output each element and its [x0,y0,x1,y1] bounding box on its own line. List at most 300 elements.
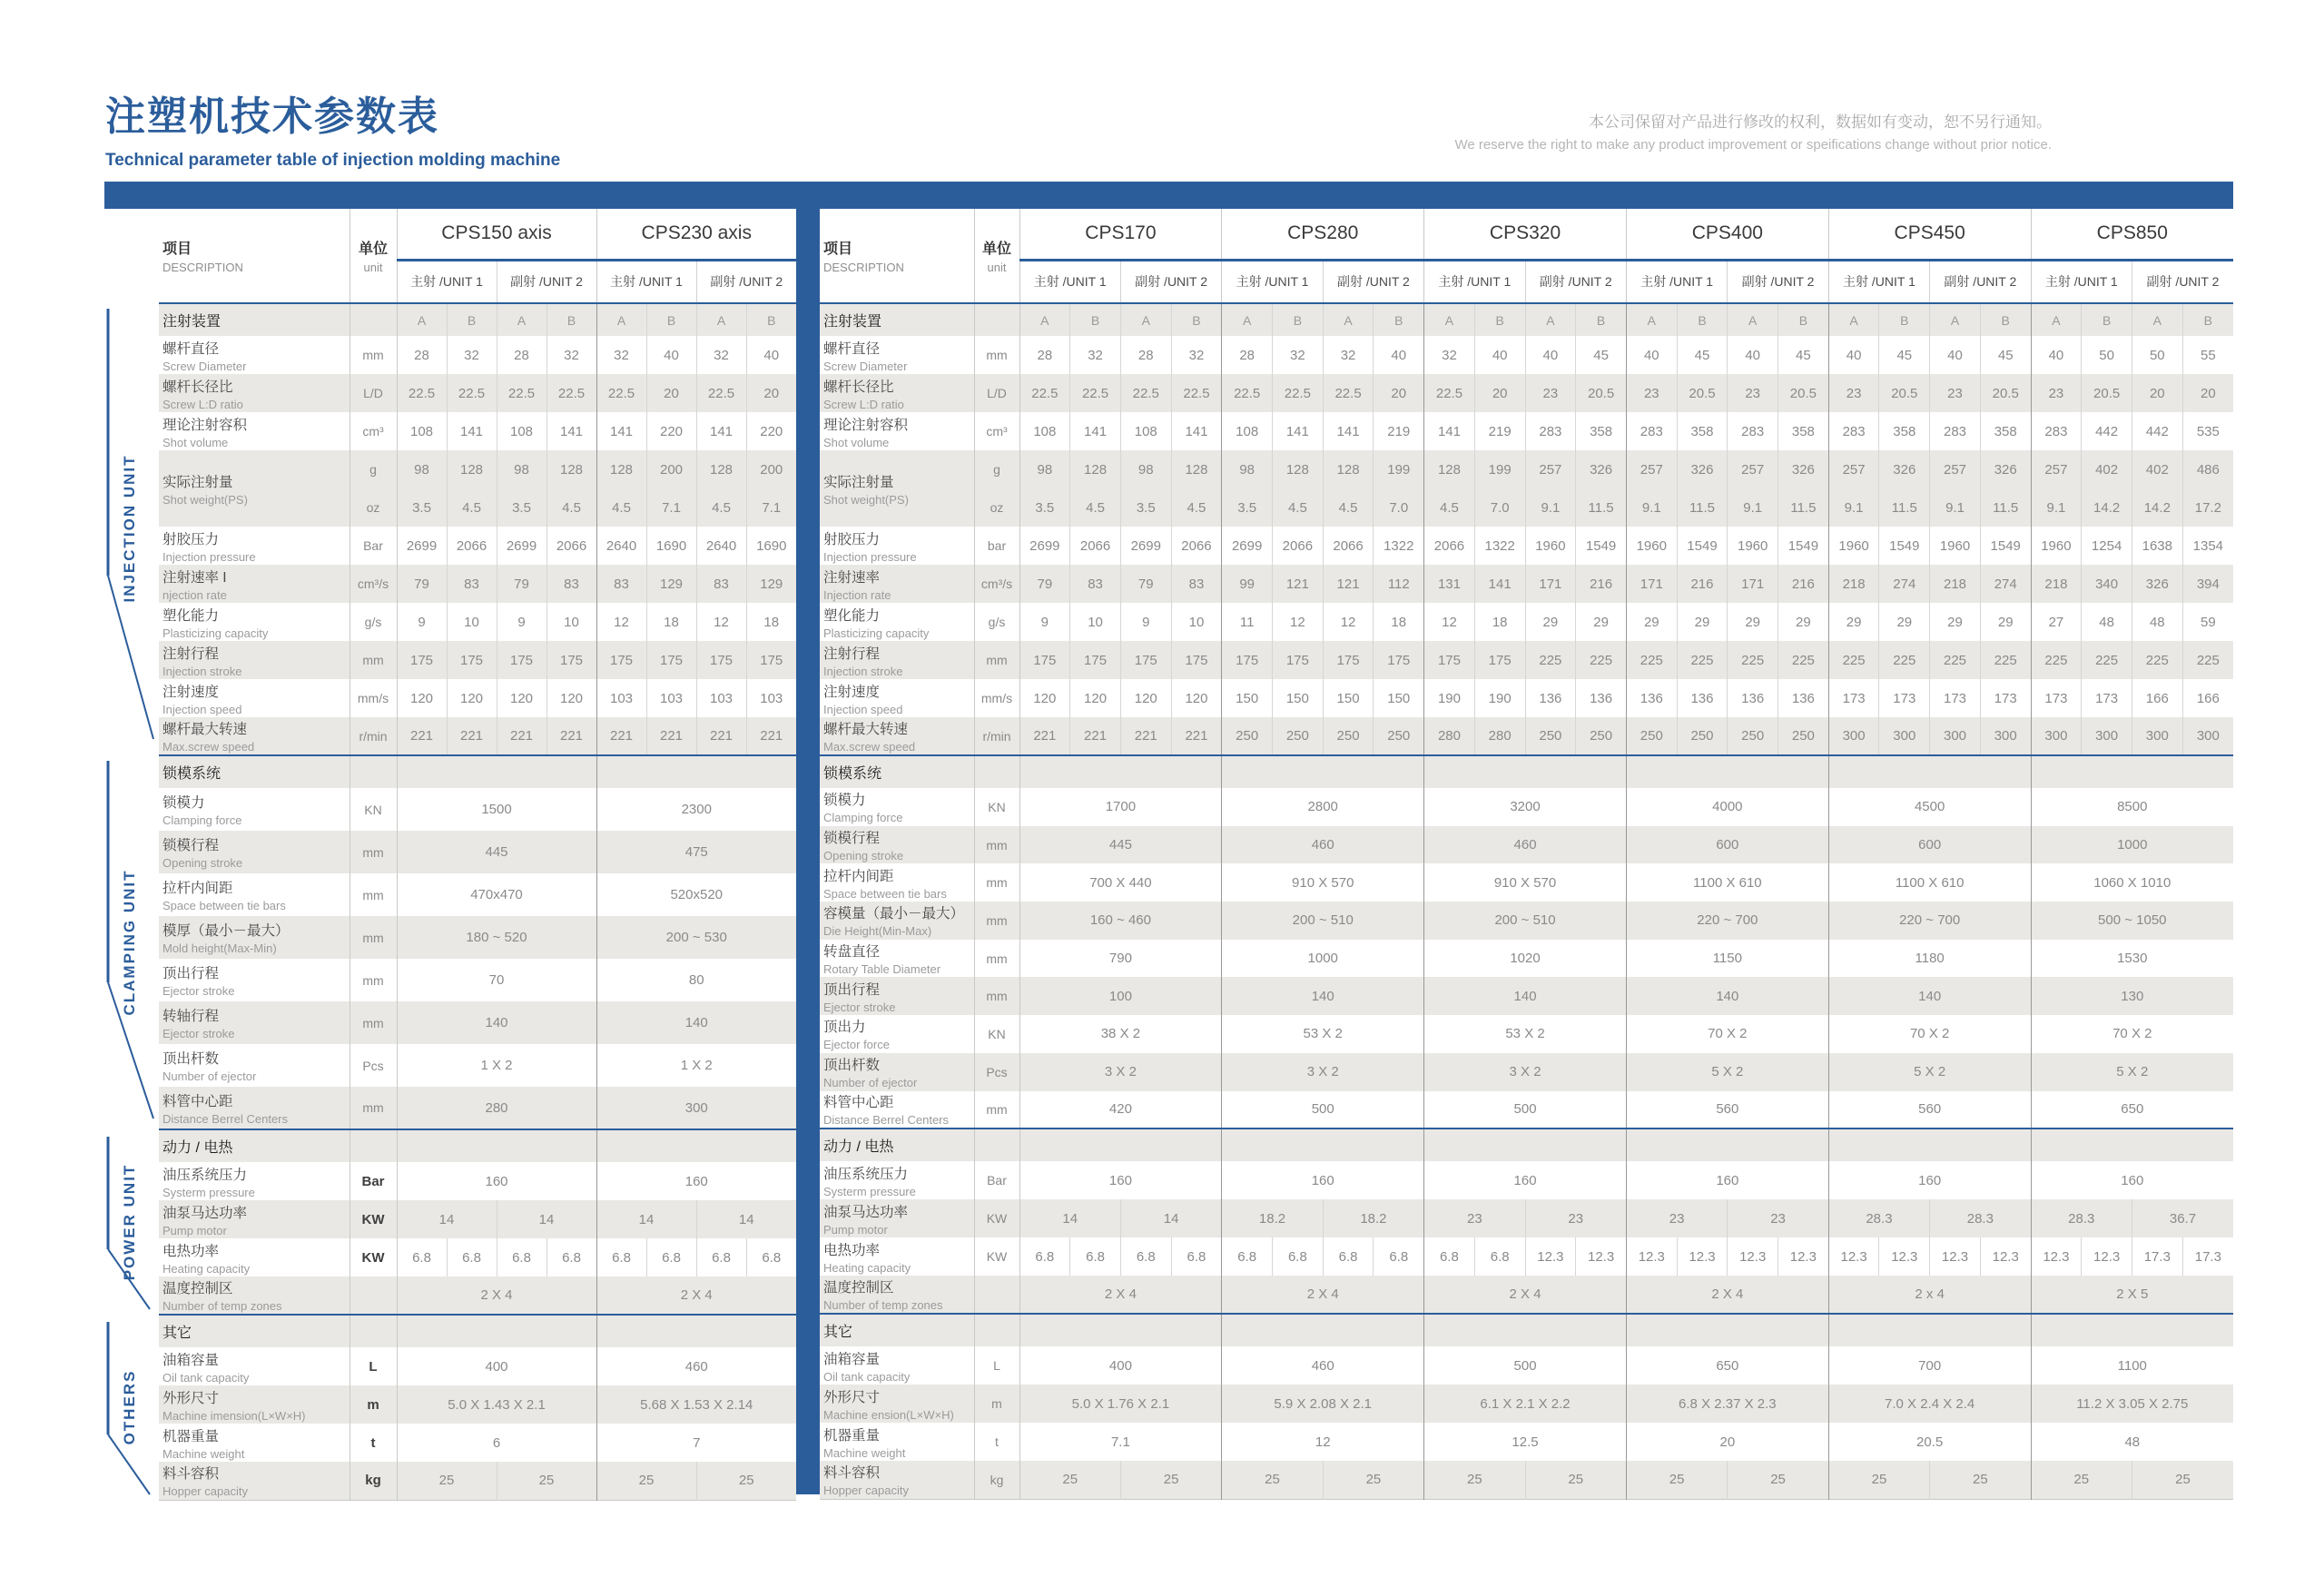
value-cell: 326 [1778,450,1829,488]
value-cell: 29 [1828,603,1879,641]
unit-header [350,209,397,303]
value-cell: 50 [2132,336,2182,374]
value-cell: 283 [1525,412,1576,450]
section-header-row [820,1314,2233,1346]
label-en: Pump motor [162,1223,227,1237]
section-unit-cell [350,303,397,336]
param-row [159,831,796,873]
value-cell: 171 [1728,565,1778,603]
section-title: 注射装置 [162,314,222,330]
value-cell: 14 [497,1200,596,1238]
section-unit-cell [350,755,397,788]
value-cell: 40 [1728,336,1778,374]
value-cell: 221 [746,717,796,755]
param-row [159,565,796,603]
value-cell: 53 X 2 [1424,1015,1627,1053]
value-cell: 23 [1626,1199,1727,1237]
param-unit [350,1276,397,1315]
value-cell: 120 [1171,679,1222,717]
spec-table-right [820,209,2233,1500]
param-label [820,1199,974,1237]
ab-header-cell: A [1222,303,1273,336]
value-cell: 128 [1273,450,1324,488]
label-zh: 油泵马达功率 [162,1205,248,1221]
value-cell: 45 [1879,336,1930,374]
label-en: Shot volume [162,435,229,449]
label-en: Plasticizing capacity [162,626,269,640]
value-cell: 98 [1222,450,1273,488]
value-cell: 500 [1424,1091,1627,1129]
value-cell: 175 [596,641,646,679]
section-title: 锁模系统 [823,766,882,782]
value-cell: 22.5 [1424,374,1475,412]
unit2-header: 副射 /UNIT 2 [1120,260,1221,303]
label-en: Number of temp zones [162,1299,282,1313]
value-cell: 45 [1677,336,1728,374]
param-unit: oz [974,488,1019,527]
ab-header-cell: A [497,303,547,336]
value-cell: 171 [1626,565,1677,603]
machine-name: CPS170 [1019,209,1222,260]
value-cell: 3 X 2 [1424,1053,1627,1091]
value-cell: 257 [2031,450,2082,488]
param-subrow [820,488,2233,527]
disclaimer [1180,111,2052,156]
param-unit: t [350,1424,397,1462]
value-cell: 173 [1828,679,1879,717]
param-row [820,788,2233,826]
value-cell: 25 [1930,1461,2031,1499]
value-cell: 25 [2132,1461,2233,1499]
ab-header-cell: B [1576,303,1627,336]
value-cell: 4.5 [1273,488,1324,527]
value-cell: 445 [1019,826,1222,864]
label-en: unit [987,261,1007,274]
value-cell: 2 X 4 [596,1276,796,1315]
value-cell: 45 [1778,336,1829,374]
value-cell: 280 [1474,717,1525,755]
value-cell: 55 [2182,336,2233,374]
param-unit: mm [974,977,1019,1015]
label-zh: 料管中心距 [823,1095,894,1111]
section-unit-cell [350,1129,397,1162]
value-cell: 6.8 [1273,1237,1324,1276]
value-cell: 216 [1778,565,1829,603]
param-label [159,374,350,412]
param-row [159,788,796,831]
value-cell: 23 [1525,374,1576,412]
value-cell: 36.7 [2132,1199,2233,1237]
value-cell: 12.3 [1525,1237,1576,1276]
section-spacer-cell [1626,1314,1828,1346]
section-spacer-cell [2031,1314,2233,1346]
section-unit-cell [350,1315,397,1347]
label-en: Hopper capacity [823,1483,909,1498]
value-cell: 79 [397,565,447,603]
value-cell: 3.5 [497,488,547,527]
param-unit: KN [974,788,1019,826]
value-cell: 128 [596,450,646,488]
value-cell: 445 [397,831,596,873]
value-cell: 300 [596,1087,796,1129]
value-cell: 128 [1070,450,1121,488]
value-cell: 560 [1828,1091,2031,1129]
value-cell: 12.3 [1879,1237,1930,1276]
value-cell: 175 [1424,641,1475,679]
machine-name: CPS280 [1222,209,1424,260]
value-cell: 6.8 [1374,1237,1424,1276]
label-zh: 机器重量 [823,1427,881,1444]
value-cell: 175 [547,641,596,679]
value-cell: 175 [1019,641,1070,679]
label-zh: 顶出力 [823,1020,866,1036]
value-cell: 220 [646,412,696,450]
value-cell: 6.8 [1424,1237,1475,1276]
value-cell: 420 [1019,1091,1222,1129]
value-cell: 520x520 [596,873,796,916]
value-cell: 216 [1677,565,1728,603]
page-subtitle: Technical parameter table of injection molding machine [105,151,561,170]
value-cell: 23 [1424,1199,1525,1237]
param-label [159,1087,350,1129]
value-cell: 1150 [1626,940,1828,978]
value-cell: 22.5 [1171,374,1222,412]
param-unit: L/D [974,374,1019,412]
unit1-header: 主射 /UNIT 1 [397,260,497,303]
param-row [820,1346,2233,1385]
value-cell: 250 [1778,717,1829,755]
value-cell: 9 [397,603,447,641]
value-cell: 29 [1525,603,1576,641]
label-en: Space between tie bars [823,886,947,901]
value-cell: 1530 [2031,940,2233,978]
value-cell: 28 [397,336,447,374]
value-cell: 141 [1070,412,1121,450]
label-zh: 顶出杆数 [162,1051,220,1067]
value-cell: 12.3 [1626,1237,1677,1276]
unit1-header: 主射 /UNIT 1 [1626,260,1727,303]
section-title: 其它 [162,1326,192,1341]
value-cell: 4.5 [1424,488,1475,527]
value-cell: 25 [2031,1461,2132,1499]
value-cell: 3200 [1424,788,1627,826]
unit1-header: 主射 /UNIT 1 [596,260,696,303]
value-cell: 219 [1474,412,1525,450]
section-0 [159,303,796,755]
value-cell: 140 [1424,977,1627,1015]
param-label [820,1346,974,1385]
param-row [159,450,796,488]
value-cell: 6 [397,1424,596,1462]
value-cell: 486 [2182,450,2233,488]
section-2 [820,1129,2233,1314]
value-cell: 27 [2031,603,2082,641]
param-label [159,641,350,679]
value-cell: 6.8 [1070,1237,1121,1276]
param-row [820,902,2233,940]
value-cell: 180 ~ 520 [397,916,596,959]
value-cell: 1 X 2 [596,1044,796,1087]
value-cell: 225 [1778,641,1829,679]
value-cell: 83 [696,565,746,603]
side-label-clamping-unit: CLAMPING UNIT [121,869,138,1016]
value-cell: 9.1 [1930,488,1981,527]
value-cell: 225 [2031,641,2082,679]
label-zh: 实际注射量 [823,474,894,490]
value-cell: 10 [547,603,596,641]
unit2-header: 副射 /UNIT 2 [2132,260,2233,303]
value-cell: 2 x 4 [1828,1276,2031,1314]
value-cell: 40 [746,336,796,374]
param-label [159,959,350,1001]
value-cell: 200 ~ 510 [1222,902,1424,940]
section-spacer-cell [2031,1129,2233,1161]
param-label [159,1347,350,1385]
label-en: Injection speed [162,702,242,716]
ab-header-cell: A [596,303,646,336]
param-label [820,1276,974,1314]
value-cell: 1322 [1474,527,1525,565]
value-cell: 20 [1626,1423,1828,1461]
value-cell: 108 [1019,412,1070,450]
value-cell: 20.5 [1980,374,2031,412]
label-en: Shot volume [823,435,890,449]
label-en: Screw Diameter [162,359,247,373]
unit2-header: 副射 /UNIT 2 [696,260,796,303]
value-cell: 1020 [1424,940,1627,978]
value-cell: 83 [1171,565,1222,603]
value-cell: 3.5 [1019,488,1070,527]
value-cell: 103 [696,679,746,717]
label-zh: 锁模行程 [162,838,220,853]
label-en: unit [363,261,383,274]
value-cell: 283 [1828,412,1879,450]
value-cell: 175 [1070,641,1121,679]
value-cell: 218 [1930,565,1981,603]
value-cell: 257 [1626,450,1677,488]
value-cell: 460 [1424,826,1627,864]
label-zh: 转盘直径 [823,944,881,961]
param-unit: Bar [350,1162,397,1200]
value-cell: 250 [1323,717,1374,755]
param-label [820,565,974,603]
label-zh: 油压系统压力 [162,1167,248,1183]
value-cell: 9 [497,603,547,641]
value-cell: 442 [2132,412,2182,450]
label-en: Injection stroke [162,664,242,678]
value-cell: 32 [547,336,596,374]
value-cell: 300 [2182,717,2233,755]
param-label [159,679,350,717]
param-label [159,1385,350,1424]
value-cell: 358 [1879,412,1930,450]
value-cell: 136 [1525,679,1576,717]
param-label [820,1161,974,1199]
value-cell: 2699 [1120,527,1171,565]
value-cell: 4.5 [1171,488,1222,527]
ab-header-cell: B [447,303,497,336]
label-en: Screw L:D ratio [162,397,243,411]
label-en: Systerm pressure [823,1184,916,1198]
value-cell: 128 [547,450,596,488]
param-row [159,959,796,1001]
value-cell: 7.1 [746,488,796,527]
value-cell: 83 [547,565,596,603]
value-cell: 12 [596,603,646,641]
section-title: 锁模系统 [162,766,222,782]
value-cell: 28 [1019,336,1070,374]
value-cell: 220 ~ 700 [1626,902,1828,940]
value-cell: 3.5 [397,488,447,527]
ab-header-cell: A [1525,303,1576,336]
param-unit: g [974,450,1019,488]
value-cell: 108 [1222,412,1273,450]
section-spacer-cell [1424,755,1627,788]
value-cell: 136 [1677,679,1728,717]
value-cell: 5.68 X 1.53 X 2.14 [596,1385,796,1424]
label-zh: 电热功率 [162,1243,220,1259]
value-cell: 23 [1828,374,1879,412]
param-label [159,1044,350,1087]
value-cell: 4.5 [696,488,746,527]
label-zh: 注射速率 I [162,569,227,586]
value-cell: 7.0 [1374,488,1424,527]
value-cell: 20 [1374,374,1424,412]
value-cell: 650 [2031,1091,2233,1129]
value-cell: 175 [1171,641,1222,679]
param-unit [974,1276,1019,1314]
value-cell: 6.8 [397,1238,447,1276]
value-cell: 1700 [1019,788,1222,826]
value-cell: 6.8 [1323,1237,1374,1276]
param-label [159,1238,350,1276]
param-row [159,1162,796,1200]
value-cell: 108 [397,412,447,450]
value-cell: 6.8 [1120,1237,1171,1276]
value-cell: 130 [2031,977,2233,1015]
value-cell: 175 [1222,641,1273,679]
value-cell: 221 [447,717,497,755]
value-cell: 2 X 4 [1222,1276,1424,1314]
value-cell: 500 ~ 1050 [2031,902,2233,940]
value-cell: 29 [1980,603,2031,641]
unit1-header: 主射 /UNIT 1 [1222,260,1323,303]
value-cell: 4000 [1626,788,1828,826]
param-unit: Bar [350,527,397,565]
label-zh: 温度控制区 [823,1280,894,1296]
value-cell: 250 [1677,717,1728,755]
value-cell: 326 [2132,565,2182,603]
spec-table-left-mount [159,209,796,1501]
value-cell: 14.2 [2132,488,2182,527]
value-cell: 32 [447,336,497,374]
param-row [820,1423,2233,1461]
value-cell: 3.5 [1120,488,1171,527]
value-cell: 12.3 [1576,1237,1627,1276]
label-en: Machine ension(L×W×H) [823,1407,954,1422]
value-cell: 22.5 [596,374,646,412]
value-cell: 221 [397,717,447,755]
value-cell: 4.5 [1070,488,1121,527]
value-cell: 50 [2082,336,2132,374]
value-cell: 141 [1424,412,1475,450]
param-unit: mm [974,641,1019,679]
param-label [820,412,974,450]
value-cell: 22.5 [447,374,497,412]
param-unit: mm [350,873,397,916]
param-label [820,902,974,940]
section-gutter [104,209,159,1498]
param-row [159,1462,796,1500]
value-cell: 200 ~ 530 [596,916,796,959]
label-zh: 外形尺寸 [162,1390,220,1406]
value-cell: 29 [1626,603,1677,641]
value-cell: 32 [1070,336,1121,374]
param-row [820,527,2233,565]
value-cell: 40 [646,336,696,374]
label-zh: 单位 [358,241,388,257]
label-zh: 料管中心距 [162,1093,233,1109]
value-cell: 6.8 [1222,1237,1273,1276]
label-zh: 转轴行程 [162,1009,220,1024]
param-unit: L/D [350,374,397,412]
label-zh: 螺杆长径比 [823,379,894,395]
value-cell: 25 [1525,1461,1626,1499]
label-zh: 锁模力 [823,793,866,809]
value-cell: 225 [1626,641,1677,679]
value-cell: 45 [1576,336,1627,374]
value-cell: 18 [1374,603,1424,641]
label-zh: 油压系统压力 [823,1166,909,1182]
value-cell: 20 [646,374,696,412]
value-cell: 22.5 [1070,374,1121,412]
value-cell: 200 [646,450,696,488]
value-cell: 175 [497,641,547,679]
section-spacer-cell [397,1129,596,1162]
param-unit: g/s [350,603,397,641]
value-cell: 5 X 2 [1828,1053,2031,1091]
value-cell: 83 [596,565,646,603]
param-row [159,1200,796,1238]
value-cell: 221 [646,717,696,755]
param-unit: mm [350,641,397,679]
ab-header-cell: A [1828,303,1879,336]
value-cell: 1000 [1222,940,1424,978]
value-cell: 10 [1171,603,1222,641]
machine-name: CPS450 [1828,209,2031,260]
value-cell: 10 [1070,603,1121,641]
label-zh: 螺杆直径 [162,340,220,357]
value-cell: 20.5 [2082,374,2132,412]
value-cell: 2 X 5 [2031,1276,2233,1314]
label-en: Number of ejector [823,1076,918,1090]
value-cell: 141 [696,412,746,450]
param-label [159,873,350,916]
unit2-header: 副射 /UNIT 2 [497,260,596,303]
value-cell: 7.0 [1474,488,1525,527]
section-header-row [820,303,2233,336]
value-cell: 173 [2031,679,2082,717]
value-cell: 121 [1273,565,1324,603]
value-cell: 221 [1070,717,1121,755]
value-cell: 120 [397,679,447,717]
value-cell: 108 [497,412,547,450]
value-cell: 326 [1879,450,1930,488]
value-cell: 18 [746,603,796,641]
value-cell: 120 [1120,679,1171,717]
value-cell: 300 [1879,717,1930,755]
value-cell: 173 [1980,679,2031,717]
